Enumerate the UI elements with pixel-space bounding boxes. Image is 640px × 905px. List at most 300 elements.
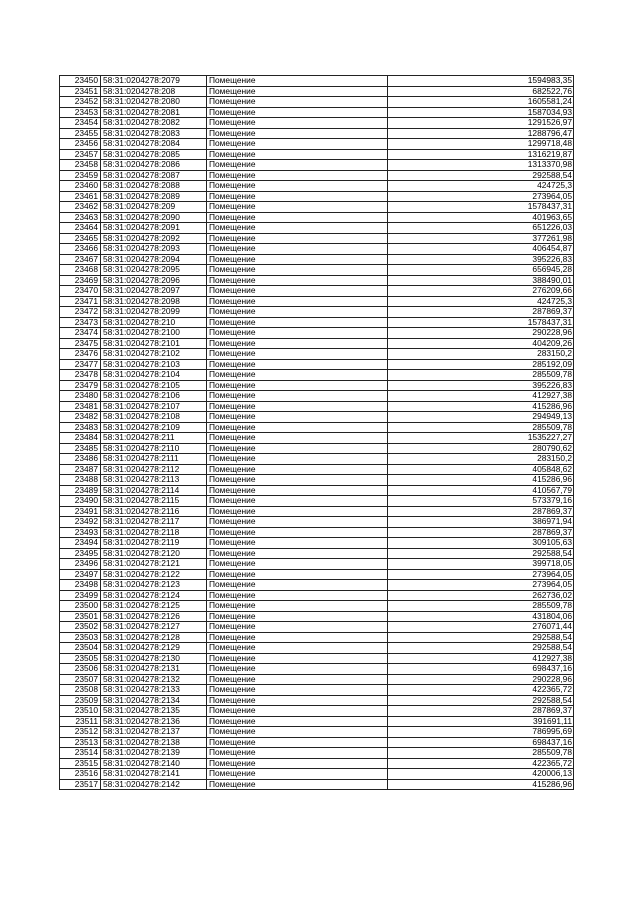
cadastral-value-cell: 422365,72	[388, 685, 574, 696]
table-row	[60, 296, 574, 307]
object-type-cell: Помещение	[207, 160, 388, 171]
row-number-cell: 23481	[60, 401, 101, 412]
row-number-cell: 23470	[60, 286, 101, 297]
table-row	[60, 590, 574, 601]
table-row	[60, 160, 574, 171]
cadastral-value-cell: 280790,62	[388, 443, 574, 454]
table-row	[60, 86, 574, 97]
table-row	[60, 706, 574, 717]
object-type-cell: Помещение	[207, 139, 388, 150]
object-type-cell: Помещение	[207, 296, 388, 307]
cadastral-value-cell: 262736,02	[388, 590, 574, 601]
cadastral-value-cell: 285509,78	[388, 370, 574, 381]
object-type-cell: Помещение	[207, 422, 388, 433]
row-number-cell: 23497	[60, 569, 101, 580]
row-number-cell: 23491	[60, 506, 101, 517]
object-type-cell: Помещение	[207, 632, 388, 643]
row-number-cell: 23504	[60, 643, 101, 654]
cadastral-value-cell: 285509,78	[388, 748, 574, 759]
cadastral-number-cell: 58:31:0204278:2105	[101, 380, 207, 391]
row-number-cell: 23496	[60, 559, 101, 570]
row-number-cell: 23462	[60, 202, 101, 213]
object-type-cell: Помещение	[207, 496, 388, 507]
object-type-cell: Помещение	[207, 716, 388, 727]
row-number-cell: 23466	[60, 244, 101, 255]
row-number-cell: 23461	[60, 191, 101, 202]
object-type-cell: Помещение	[207, 527, 388, 538]
table-row	[60, 317, 574, 328]
cadastral-number-cell: 58:31:0204278:2139	[101, 748, 207, 759]
cadastral-number-cell: 58:31:0204278:2140	[101, 758, 207, 769]
table-row	[60, 727, 574, 738]
cadastral-value-cell: 415286,96	[388, 475, 574, 486]
cadastral-value-cell: 422365,72	[388, 758, 574, 769]
table-row	[60, 170, 574, 181]
object-type-cell: Помещение	[207, 359, 388, 370]
table-row	[60, 758, 574, 769]
cadastral-number-cell: 58:31:0204278:210	[101, 317, 207, 328]
row-number-cell: 23475	[60, 338, 101, 349]
cadastral-value-cell: 1587034,93	[388, 107, 574, 118]
row-number-cell: 23478	[60, 370, 101, 381]
row-number-cell: 23476	[60, 349, 101, 360]
cadastral-number-cell: 58:31:0204278:2127	[101, 622, 207, 633]
cadastral-number-cell: 58:31:0204278:2125	[101, 601, 207, 612]
row-number-cell: 23473	[60, 317, 101, 328]
row-number-cell: 23468	[60, 265, 101, 276]
table-row	[60, 685, 574, 696]
object-type-cell: Помещение	[207, 769, 388, 780]
cadastral-value-cell: 651226,03	[388, 223, 574, 234]
cadastral-value-cell: 431804,06	[388, 611, 574, 622]
table-row	[60, 286, 574, 297]
row-number-cell: 23505	[60, 653, 101, 664]
cadastral-value-cell: 287869,37	[388, 706, 574, 717]
cadastral-value-cell: 573379,16	[388, 496, 574, 507]
object-type-cell: Помещение	[207, 380, 388, 391]
table-row	[60, 653, 574, 664]
object-type-cell: Помещение	[207, 191, 388, 202]
object-type-cell: Помещение	[207, 506, 388, 517]
object-type-cell: Помещение	[207, 601, 388, 612]
row-number-cell: 23501	[60, 611, 101, 622]
cadastral-value-cell: 290228,96	[388, 328, 574, 339]
cadastral-value-cell: 1299718,48	[388, 139, 574, 150]
cadastral-value-cell: 1316219,87	[388, 149, 574, 160]
object-type-cell: Помещение	[207, 86, 388, 97]
table-row	[60, 139, 574, 150]
cadastral-value-cell: 405848,62	[388, 464, 574, 475]
object-type-cell: Помещение	[207, 538, 388, 549]
cadastral-value-cell: 388490,01	[388, 275, 574, 286]
table-row	[60, 632, 574, 643]
object-type-cell: Помещение	[207, 170, 388, 181]
cadastral-number-cell: 58:31:0204278:2116	[101, 506, 207, 517]
property-table	[59, 75, 574, 790]
cadastral-number-cell: 58:31:0204278:2121	[101, 559, 207, 570]
row-number-cell: 23509	[60, 695, 101, 706]
row-number-cell: 23480	[60, 391, 101, 402]
row-number-cell: 23500	[60, 601, 101, 612]
cadastral-number-cell: 58:31:0204278:2092	[101, 233, 207, 244]
object-type-cell: Помещение	[207, 443, 388, 454]
cadastral-number-cell: 58:31:0204278:2134	[101, 695, 207, 706]
cadastral-number-cell: 58:31:0204278:2112	[101, 464, 207, 475]
cadastral-value-cell: 283150,2	[388, 454, 574, 465]
table-row	[60, 475, 574, 486]
table-row	[60, 769, 574, 780]
cadastral-value-cell: 283150,2	[388, 349, 574, 360]
row-number-cell: 23493	[60, 527, 101, 538]
object-type-cell: Помещение	[207, 118, 388, 129]
table-row	[60, 748, 574, 759]
object-type-cell: Помещение	[207, 181, 388, 192]
table-row	[60, 422, 574, 433]
table-row	[60, 464, 574, 475]
cadastral-value-cell: 404209,26	[388, 338, 574, 349]
cadastral-number-cell: 58:31:0204278:211	[101, 433, 207, 444]
cadastral-number-cell: 58:31:0204278:2142	[101, 779, 207, 790]
object-type-cell: Помещение	[207, 779, 388, 790]
row-number-cell: 23502	[60, 622, 101, 633]
cadastral-value-cell: 401963,65	[388, 212, 574, 223]
object-type-cell: Помещение	[207, 464, 388, 475]
table-row	[60, 202, 574, 213]
table-row	[60, 527, 574, 538]
cadastral-value-cell: 406454,87	[388, 244, 574, 255]
row-number-cell: 23490	[60, 496, 101, 507]
object-type-cell: Помещение	[207, 580, 388, 591]
cadastral-value-cell: 1291526,97	[388, 118, 574, 129]
cadastral-number-cell: 58:31:0204278:2135	[101, 706, 207, 717]
row-number-cell: 23458	[60, 160, 101, 171]
table-row	[60, 517, 574, 528]
object-type-cell: Помещение	[207, 286, 388, 297]
cadastral-number-cell: 58:31:0204278:2079	[101, 76, 207, 87]
cadastral-number-cell: 58:31:0204278:2103	[101, 359, 207, 370]
object-type-cell: Помещение	[207, 412, 388, 423]
cadastral-number-cell: 58:31:0204278:2098	[101, 296, 207, 307]
cadastral-value-cell: 292588,54	[388, 643, 574, 654]
cadastral-number-cell: 58:31:0204278:2132	[101, 674, 207, 685]
table-row	[60, 118, 574, 129]
cadastral-value-cell: 682522,76	[388, 86, 574, 97]
cadastral-number-cell: 58:31:0204278:2123	[101, 580, 207, 591]
table-row	[60, 391, 574, 402]
object-type-cell: Помещение	[207, 307, 388, 318]
object-type-cell: Помещение	[207, 212, 388, 223]
object-type-cell: Помещение	[207, 107, 388, 118]
cadastral-number-cell: 58:31:0204278:2100	[101, 328, 207, 339]
table-row	[60, 107, 574, 118]
object-type-cell: Помещение	[207, 517, 388, 528]
cadastral-value-cell: 377261,98	[388, 233, 574, 244]
object-type-cell: Помещение	[207, 223, 388, 234]
cadastral-value-cell: 1605581,24	[388, 97, 574, 108]
cadastral-number-cell: 58:31:0204278:2107	[101, 401, 207, 412]
object-type-cell: Помещение	[207, 706, 388, 717]
table-row	[60, 601, 574, 612]
table-row	[60, 349, 574, 360]
cadastral-value-cell: 415286,96	[388, 779, 574, 790]
row-number-cell: 23467	[60, 254, 101, 265]
cadastral-value-cell: 656945,28	[388, 265, 574, 276]
cadastral-number-cell: 58:31:0204278:2108	[101, 412, 207, 423]
object-type-cell: Помещение	[207, 317, 388, 328]
cadastral-value-cell: 1535227,27	[388, 433, 574, 444]
row-number-cell: 23499	[60, 590, 101, 601]
cadastral-number-cell: 58:31:0204278:2115	[101, 496, 207, 507]
row-number-cell: 23512	[60, 727, 101, 738]
row-number-cell: 23472	[60, 307, 101, 318]
cadastral-value-cell: 285192,09	[388, 359, 574, 370]
table-row	[60, 149, 574, 160]
row-number-cell: 23482	[60, 412, 101, 423]
table-row	[60, 412, 574, 423]
row-number-cell: 23492	[60, 517, 101, 528]
cadastral-value-cell: 273964,05	[388, 580, 574, 591]
cadastral-value-cell: 386971,94	[388, 517, 574, 528]
cadastral-number-cell: 58:31:0204278:2082	[101, 118, 207, 129]
cadastral-value-cell: 412927,38	[388, 391, 574, 402]
row-number-cell: 23479	[60, 380, 101, 391]
cadastral-value-cell: 292588,54	[388, 632, 574, 643]
cadastral-number-cell: 58:31:0204278:2119	[101, 538, 207, 549]
row-number-cell: 23471	[60, 296, 101, 307]
cadastral-number-cell: 58:31:0204278:2129	[101, 643, 207, 654]
cadastral-value-cell: 276209,66	[388, 286, 574, 297]
cadastral-number-cell: 58:31:0204278:2138	[101, 737, 207, 748]
cadastral-number-cell: 58:31:0204278:2096	[101, 275, 207, 286]
object-type-cell: Помещение	[207, 548, 388, 559]
row-number-cell: 23464	[60, 223, 101, 234]
object-type-cell: Помещение	[207, 611, 388, 622]
table-row	[60, 485, 574, 496]
cadastral-value-cell: 287869,37	[388, 307, 574, 318]
cadastral-number-cell: 58:31:0204278:2083	[101, 128, 207, 139]
table-row	[60, 97, 574, 108]
table-row	[60, 548, 574, 559]
cadastral-number-cell: 58:31:0204278:2087	[101, 170, 207, 181]
cadastral-number-cell: 58:31:0204278:2130	[101, 653, 207, 664]
object-type-cell: Помещение	[207, 265, 388, 276]
table-row	[60, 401, 574, 412]
cadastral-value-cell: 424725,3	[388, 296, 574, 307]
cadastral-number-cell: 58:31:0204278:2099	[101, 307, 207, 318]
cadastral-value-cell: 285509,78	[388, 601, 574, 612]
table-row	[60, 275, 574, 286]
table-row	[60, 76, 574, 87]
table-row	[60, 611, 574, 622]
cadastral-number-cell: 58:31:0204278:2081	[101, 107, 207, 118]
row-number-cell: 23460	[60, 181, 101, 192]
object-type-cell: Помещение	[207, 202, 388, 213]
cadastral-value-cell: 424725,3	[388, 181, 574, 192]
table-row	[60, 265, 574, 276]
table-row	[60, 223, 574, 234]
row-number-cell: 23456	[60, 139, 101, 150]
cadastral-value-cell: 399718,05	[388, 559, 574, 570]
row-number-cell: 23498	[60, 580, 101, 591]
table-row	[60, 538, 574, 549]
row-number-cell: 23511	[60, 716, 101, 727]
object-type-cell: Помещение	[207, 685, 388, 696]
row-number-cell: 23465	[60, 233, 101, 244]
cadastral-number-cell: 58:31:0204278:2131	[101, 664, 207, 675]
row-number-cell: 23454	[60, 118, 101, 129]
table-row	[60, 643, 574, 654]
cadastral-number-cell: 58:31:0204278:2117	[101, 517, 207, 528]
object-type-cell: Помещение	[207, 748, 388, 759]
object-type-cell: Помещение	[207, 643, 388, 654]
object-type-cell: Помещение	[207, 149, 388, 160]
row-number-cell: 23486	[60, 454, 101, 465]
cadastral-value-cell: 698437,16	[388, 737, 574, 748]
object-type-cell: Помещение	[207, 233, 388, 244]
cadastral-value-cell: 786995,69	[388, 727, 574, 738]
table-row	[60, 779, 574, 790]
cadastral-number-cell: 58:31:0204278:208	[101, 86, 207, 97]
table-row	[60, 443, 574, 454]
table-row	[60, 233, 574, 244]
object-type-cell: Помещение	[207, 401, 388, 412]
cadastral-value-cell: 1578437,31	[388, 317, 574, 328]
cadastral-number-cell: 58:31:0204278:2106	[101, 391, 207, 402]
row-number-cell: 23513	[60, 737, 101, 748]
table-row	[60, 674, 574, 685]
row-number-cell: 23484	[60, 433, 101, 444]
row-number-cell: 23455	[60, 128, 101, 139]
cadastral-number-cell: 58:31:0204278:2094	[101, 254, 207, 265]
row-number-cell: 23488	[60, 475, 101, 486]
cadastral-number-cell: 58:31:0204278:2120	[101, 548, 207, 559]
table-row	[60, 212, 574, 223]
cadastral-value-cell: 292588,54	[388, 695, 574, 706]
row-number-cell: 23503	[60, 632, 101, 643]
cadastral-number-cell: 58:31:0204278:2093	[101, 244, 207, 255]
cadastral-value-cell: 1313370,98	[388, 160, 574, 171]
cadastral-value-cell: 285509,78	[388, 422, 574, 433]
table-row	[60, 359, 574, 370]
object-type-cell: Помещение	[207, 695, 388, 706]
cadastral-value-cell: 698437,16	[388, 664, 574, 675]
object-type-cell: Помещение	[207, 622, 388, 633]
cadastral-number-cell: 58:31:0204278:2102	[101, 349, 207, 360]
cadastral-value-cell: 287869,37	[388, 506, 574, 517]
cadastral-value-cell: 273964,05	[388, 569, 574, 580]
object-type-cell: Помещение	[207, 758, 388, 769]
object-type-cell: Помещение	[207, 454, 388, 465]
row-number-cell: 23483	[60, 422, 101, 433]
object-type-cell: Помещение	[207, 254, 388, 265]
cadastral-value-cell: 287869,37	[388, 527, 574, 538]
row-number-cell: 23474	[60, 328, 101, 339]
cadastral-number-cell: 58:31:0204278:2133	[101, 685, 207, 696]
cadastral-number-cell: 58:31:0204278:2110	[101, 443, 207, 454]
object-type-cell: Помещение	[207, 653, 388, 664]
object-type-cell: Помещение	[207, 128, 388, 139]
row-number-cell: 23510	[60, 706, 101, 717]
cadastral-value-cell: 1594983,35	[388, 76, 574, 87]
row-number-cell: 23517	[60, 779, 101, 790]
table-row	[60, 716, 574, 727]
table-row	[60, 338, 574, 349]
cadastral-value-cell: 292588,54	[388, 170, 574, 181]
object-type-cell: Помещение	[207, 370, 388, 381]
cadastral-value-cell: 1578437,31	[388, 202, 574, 213]
cadastral-value-cell: 294949,13	[388, 412, 574, 423]
row-number-cell: 23494	[60, 538, 101, 549]
object-type-cell: Помещение	[207, 674, 388, 685]
object-type-cell: Помещение	[207, 244, 388, 255]
property-table-body	[60, 76, 574, 790]
row-number-cell: 23487	[60, 464, 101, 475]
row-number-cell: 23463	[60, 212, 101, 223]
cadastral-value-cell: 309105,63	[388, 538, 574, 549]
cadastral-value-cell: 273964,05	[388, 191, 574, 202]
cadastral-number-cell: 58:31:0204278:2084	[101, 139, 207, 150]
table-row	[60, 328, 574, 339]
row-number-cell: 23508	[60, 685, 101, 696]
table-row	[60, 244, 574, 255]
cadastral-number-cell: 58:31:0204278:2091	[101, 223, 207, 234]
cadastral-value-cell: 276071,44	[388, 622, 574, 633]
row-number-cell: 23516	[60, 769, 101, 780]
table-row	[60, 254, 574, 265]
cadastral-number-cell: 58:31:0204278:2118	[101, 527, 207, 538]
object-type-cell: Помещение	[207, 590, 388, 601]
object-type-cell: Помещение	[207, 76, 388, 87]
cadastral-value-cell: 395226,83	[388, 380, 574, 391]
row-number-cell: 23495	[60, 548, 101, 559]
object-type-cell: Помещение	[207, 569, 388, 580]
cadastral-number-cell: 58:31:0204278:2122	[101, 569, 207, 580]
object-type-cell: Помещение	[207, 664, 388, 675]
cadastral-number-cell: 58:31:0204278:2128	[101, 632, 207, 643]
table-row	[60, 181, 574, 192]
row-number-cell: 23507	[60, 674, 101, 685]
cadastral-number-cell: 58:31:0204278:2137	[101, 727, 207, 738]
table-row	[60, 191, 574, 202]
row-number-cell: 23452	[60, 97, 101, 108]
row-number-cell: 23453	[60, 107, 101, 118]
table-row	[60, 496, 574, 507]
row-number-cell: 23469	[60, 275, 101, 286]
row-number-cell: 23459	[60, 170, 101, 181]
cadastral-number-cell: 58:31:0204278:2126	[101, 611, 207, 622]
cadastral-number-cell: 58:31:0204278:2080	[101, 97, 207, 108]
cadastral-number-cell: 58:31:0204278:2124	[101, 590, 207, 601]
object-type-cell: Помещение	[207, 727, 388, 738]
row-number-cell: 23489	[60, 485, 101, 496]
table-row	[60, 622, 574, 633]
object-type-cell: Помещение	[207, 391, 388, 402]
cadastral-number-cell: 58:31:0204278:2136	[101, 716, 207, 727]
cadastral-value-cell: 1288796,47	[388, 128, 574, 139]
object-type-cell: Помещение	[207, 433, 388, 444]
row-number-cell: 23457	[60, 149, 101, 160]
cadastral-number-cell: 58:31:0204278:2089	[101, 191, 207, 202]
cadastral-value-cell: 391691,11	[388, 716, 574, 727]
object-type-cell: Помещение	[207, 559, 388, 570]
row-number-cell: 23450	[60, 76, 101, 87]
cadastral-number-cell: 58:31:0204278:2104	[101, 370, 207, 381]
cadastral-value-cell: 395226,83	[388, 254, 574, 265]
cadastral-number-cell: 58:31:0204278:2095	[101, 265, 207, 276]
object-type-cell: Помещение	[207, 485, 388, 496]
table-row	[60, 569, 574, 580]
cadastral-number-cell: 58:31:0204278:2113	[101, 475, 207, 486]
